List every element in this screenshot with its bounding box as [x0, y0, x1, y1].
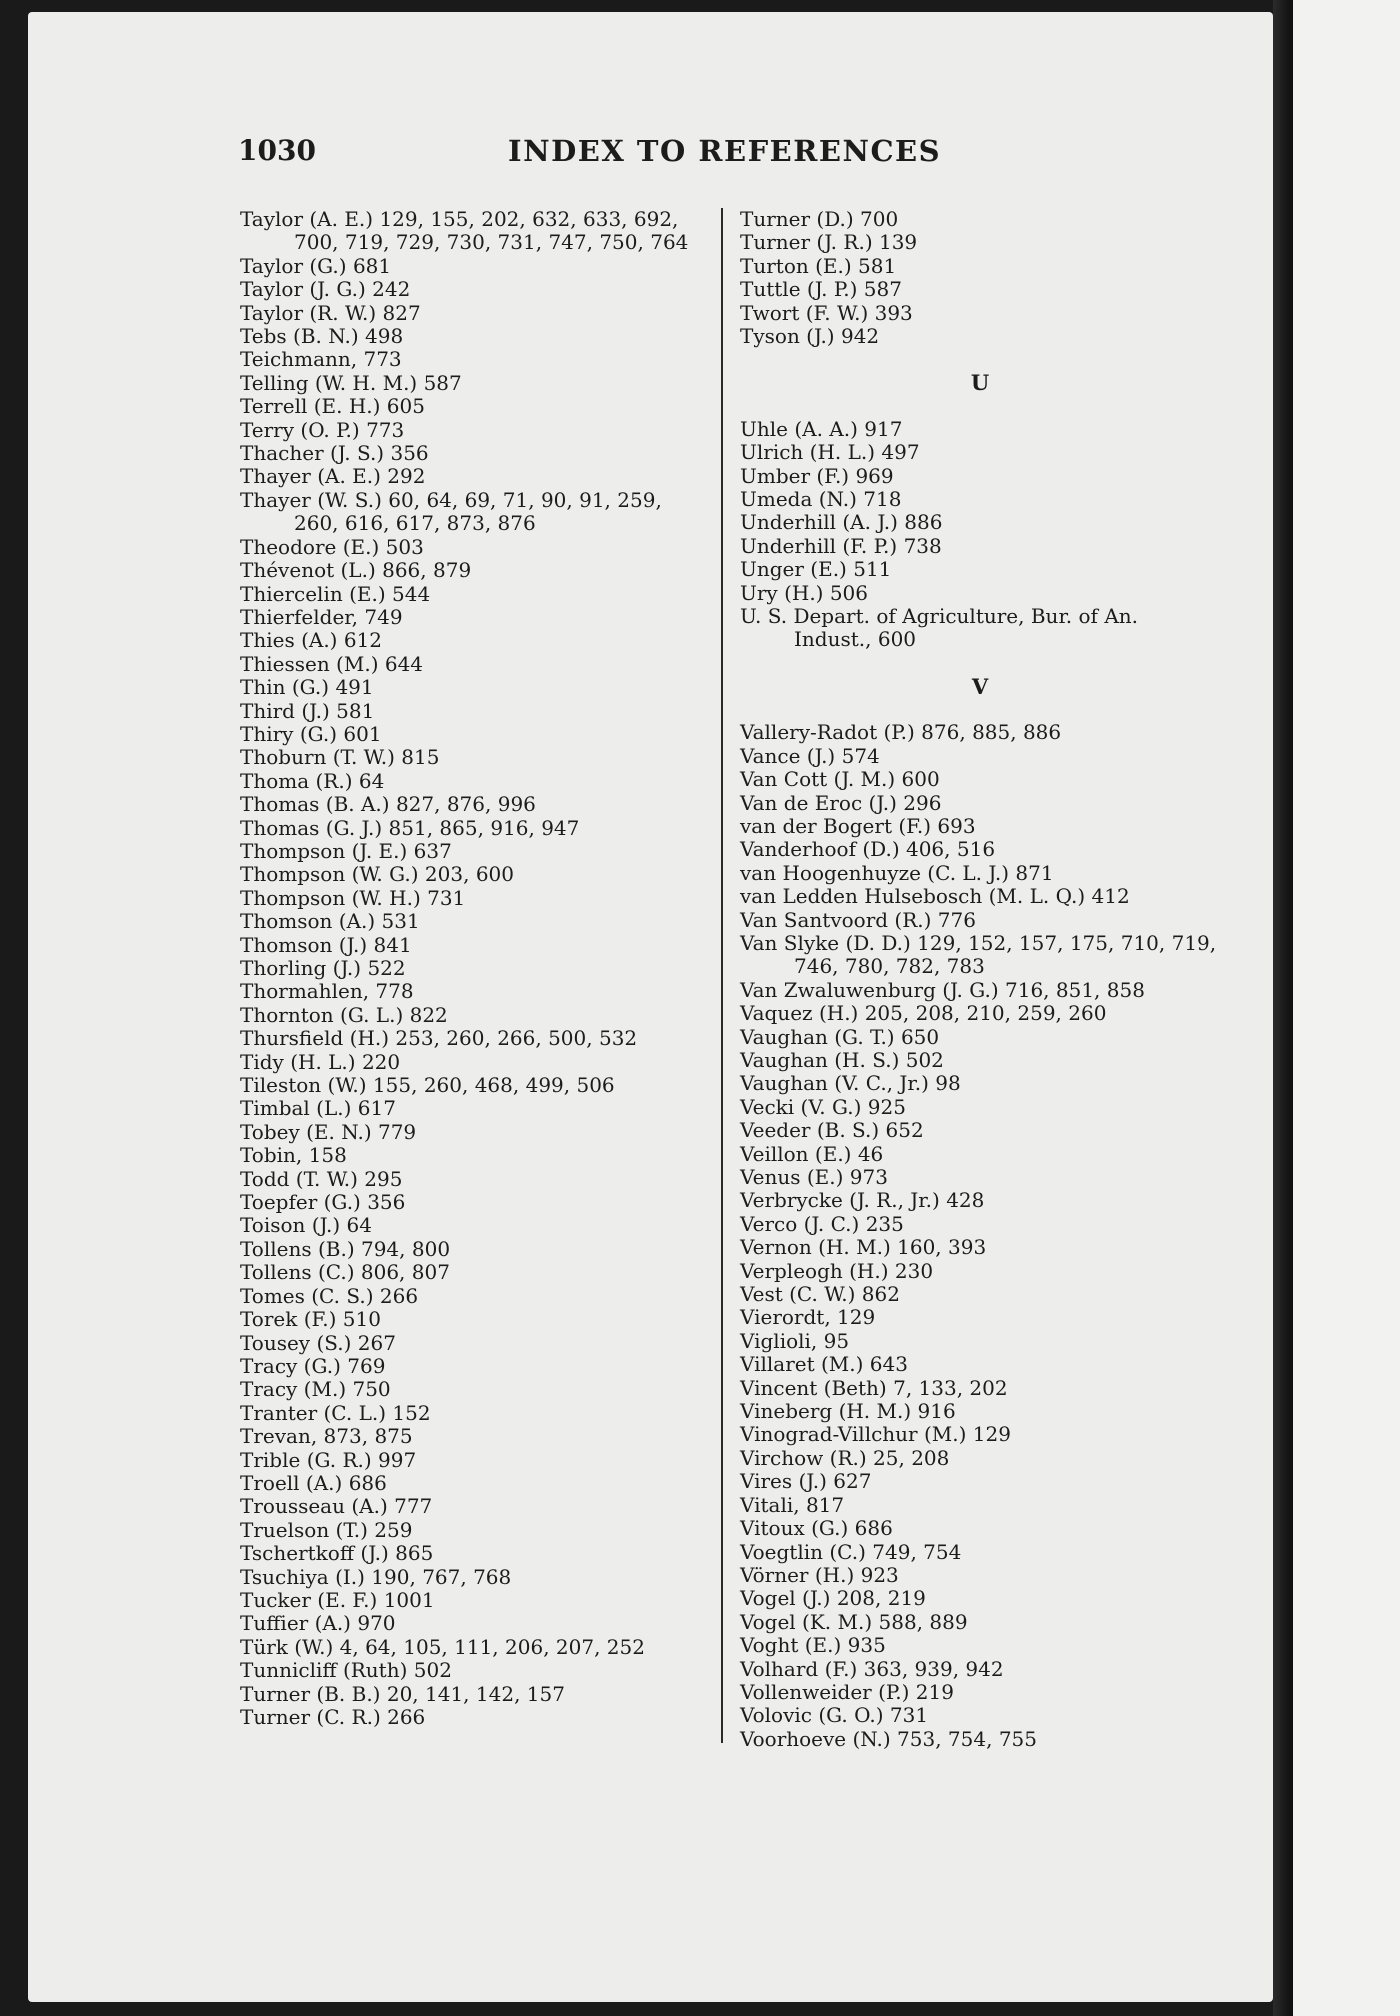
index-entry: Viglioli, 95: [740, 1328, 850, 1353]
index-entry: Turton (E.) 581: [740, 253, 897, 278]
index-entry: Vinograd-Villchur (M.) 129: [740, 1422, 1011, 1447]
index-entry: Vogel (K. M.) 588, 889: [740, 1609, 968, 1634]
index-entry: Vaquez (H.) 205, 208, 210, 259, 260: [740, 1001, 1107, 1026]
section-letter-u: U: [970, 370, 990, 396]
index-entry: Timbal (L.) 617: [240, 1096, 396, 1121]
index-entry: Tsuchiya (I.) 190, 767, 768: [240, 1564, 512, 1589]
index-entry: Verco (J. C.) 235: [740, 1211, 904, 1236]
index-entry: Vance (J.) 574: [740, 743, 880, 768]
index-entry: Vaughan (G. T.) 650: [740, 1024, 940, 1049]
index-entry: Trevan, 873, 875: [240, 1424, 413, 1449]
index-entry: Tobin, 158: [240, 1143, 347, 1168]
index-entry: Van de Eroc (J.) 296: [740, 790, 942, 815]
index-entry: Thoburn (T. W.) 815: [240, 745, 440, 770]
index-entry: Tuttle (J. P.) 587: [740, 277, 902, 302]
index-entry: Tidy (H. L.) 220: [240, 1049, 401, 1074]
index-entry: Taylor (G.) 681: [240, 253, 392, 278]
index-entry: Thévenot (L.) 866, 879: [240, 558, 472, 583]
index-entry: U. S. Depart. of Agriculture, Bur. of An. Indust., 600: [740, 604, 1138, 652]
index-entry: Turner (J. R.) 139: [740, 230, 918, 255]
index-entry: Thiessen (M.) 644: [240, 651, 424, 676]
index-entry: Umeda (N.) 718: [740, 487, 902, 512]
index-entry: Taylor (A. E.) 129, 155, 202, 632, 633, 692, 700, 719, 729, 730, 731, 747, 750, 764: [240, 207, 689, 255]
index-entry: Vaughan (V. C., Jr.) 98: [740, 1071, 961, 1096]
index-entry: Thomas (G. J.) 851, 865, 916, 947: [240, 815, 580, 840]
index-entry: Turner (B. B.) 20, 141, 142, 157: [240, 1681, 565, 1706]
index-entry: Vörner (H.) 923: [740, 1562, 899, 1587]
index-entry: Turner (C. R.) 266: [240, 1705, 426, 1729]
index-entry: Vires (J.) 627: [740, 1469, 872, 1494]
index-entry: Thayer (A. E.) 292: [240, 464, 426, 489]
index-entry: Underhill (A. J.) 886: [740, 510, 943, 535]
index-entry: Tousey (S.) 267: [240, 1330, 396, 1355]
index-entry: Thormahlen, 778: [240, 979, 414, 1004]
index-entry: Van Cott (J. M.) 600: [740, 767, 940, 792]
index-entry: Volovic (G. O.) 731: [740, 1703, 929, 1728]
index-entry: Terrell (E. H.) 605: [240, 394, 425, 419]
index-entry: Thiercelin (E.) 544: [240, 581, 431, 606]
index-entry: Tileston (W.) 155, 260, 468, 499, 506: [240, 1073, 615, 1098]
index-entry: Virchow (R.) 25, 208: [740, 1445, 950, 1470]
index-entry: Vecki (V. G.) 925: [740, 1094, 906, 1119]
index-entry: Vierordt, 129: [740, 1305, 876, 1330]
index-entry: Tranter (C. L.) 152: [240, 1400, 431, 1425]
index-entry: Vest (C. W.) 862: [740, 1282, 900, 1307]
index-entry: Underhill (F. P.) 738: [740, 533, 942, 558]
index-entry: Tschertkoff (J.) 865: [240, 1541, 434, 1566]
index-entry: Vanderhoof (D.) 406, 516: [740, 837, 996, 862]
index-entry: Trible (G. R.) 997: [240, 1447, 417, 1472]
index-entry: Tollens (B.) 794, 800: [240, 1236, 451, 1261]
t-entries-continued: [740, 208, 1220, 348]
index-entry: Tucker (E. F.) 1001: [240, 1587, 435, 1612]
u-entries: [740, 418, 1220, 652]
index-entry: Third (J.) 581: [240, 698, 375, 723]
index-entry: Thorling (J.) 522: [240, 956, 406, 980]
index-entry: Thomson (A.) 531: [240, 909, 420, 934]
index-entry: Vollenweider (P.) 219: [740, 1679, 954, 1704]
index-entry: Verbrycke (J. R., Jr.) 428: [740, 1188, 985, 1213]
page-header: [238, 134, 942, 174]
index-entry: Torek (F.) 510: [240, 1307, 381, 1332]
index-entry: Tollens (C.) 806, 807: [240, 1260, 450, 1285]
index-entry: Teichmann, 773: [240, 347, 402, 372]
index-entry: Vaughan (H. S.) 502: [740, 1047, 944, 1072]
index-entry: Tobey (E. N.) 779: [240, 1119, 417, 1144]
index-entry: Tracy (M.) 750: [240, 1377, 391, 1402]
index-entry: Toepfer (G.) 356: [240, 1190, 406, 1215]
index-entry: Thiry (G.) 601: [240, 721, 382, 746]
index-entry: Ulrich (H. L.) 497: [740, 440, 920, 465]
v-entries: [740, 721, 1220, 1751]
index-entry: Vogel (J.) 208, 219: [740, 1586, 926, 1611]
index-entry: Thoma (R.) 64: [240, 768, 385, 793]
index-entry: Thacher (J. S.) 356: [240, 441, 429, 466]
index-entry: Ury (H.) 506: [740, 580, 869, 605]
index-entry: Tuffier (A.) 970: [240, 1611, 396, 1636]
index-entry: Vitali, 817: [740, 1492, 845, 1517]
index-entry: Venus (E.) 973: [740, 1165, 888, 1189]
index-entry: Uhle (A. A.) 917: [740, 416, 903, 441]
index-entry: Vitoux (G.) 686: [740, 1516, 893, 1541]
index-entry: van der Bogert (F.) 693: [740, 813, 976, 838]
index-entry: Van Santvoord (R.) 776: [740, 907, 976, 932]
index-entry: Turner (D.) 700: [740, 207, 899, 231]
index-entry: Thursfield (H.) 253, 260, 266, 500, 532: [240, 1026, 638, 1051]
index-entry: Vincent (Beth) 7, 133, 202: [740, 1375, 1008, 1400]
index-entry: Todd (T. W.) 295: [240, 1166, 403, 1191]
index-entry: Twort (F. W.) 393: [740, 300, 913, 325]
index-column-right: [740, 208, 1220, 1751]
index-entry: Tracy (G.) 769: [240, 1353, 386, 1378]
index-entry: Thierfelder, 749: [240, 604, 403, 629]
index-entry: Veillon (E.) 46: [740, 1141, 884, 1166]
index-entry: Troell (A.) 686: [240, 1470, 387, 1495]
index-entry: Telling (W. H. M.) 587: [240, 370, 462, 395]
index-entry: Tunnicliff (Ruth) 502: [240, 1658, 452, 1683]
book-spine: [1273, 0, 1293, 2016]
index-entry: Van Zwaluwenburg (J. G.) 716, 851, 858: [740, 977, 1145, 1002]
index-entry: Thompson (J. E.) 637: [240, 838, 452, 863]
index-entry: Taylor (R. W.) 827: [240, 300, 421, 325]
index-entry: Thin (G.) 491: [240, 675, 374, 700]
index-entry: Terry (O. P.) 773: [240, 417, 405, 442]
index-entry: Taylor (J. G.) 242: [240, 277, 411, 302]
index-entry: van Hoogenhuyze (C. L. J.) 871: [740, 860, 1054, 885]
index-entry: Thornton (G. L.) 822: [240, 1002, 448, 1027]
running-title: INDEX TO REFERENCES: [508, 134, 942, 168]
index-entry: Veeder (B. S.) 652: [740, 1118, 924, 1143]
index-entry: Voght (E.) 935: [740, 1633, 886, 1658]
index-column-left: [240, 208, 710, 1729]
index-entry: van Ledden Hulsebosch (M. L. Q.) 412: [740, 884, 1130, 909]
index-entry: Villaret (M.) 643: [740, 1352, 908, 1377]
column-divider: [721, 208, 723, 1743]
index-entry: Thayer (W. S.) 60, 64, 69, 71, 90, 91, 259, 260, 616, 617, 873, 876: [240, 487, 662, 536]
index-entry: Volhard (F.) 363, 939, 942: [740, 1656, 1004, 1681]
index-entry: Thomson (J.) 841: [240, 932, 412, 957]
index-entry: Vernon (H. M.) 160, 393: [740, 1235, 987, 1260]
index-entry: Thomas (B. A.) 827, 876, 996: [240, 792, 536, 817]
index-entry: Türk (W.) 4, 64, 105, 111, 206, 207, 252: [240, 1634, 645, 1659]
index-entry: Tebs (B. N.) 498: [240, 324, 404, 349]
index-entry: Van Slyke (D. D.) 129, 152, 157, 175, 710, 719, 746, 780, 782, 783: [740, 930, 1217, 979]
index-entry: Truelson (T.) 259: [240, 1517, 413, 1542]
index-entry: Tomes (C. S.) 266: [240, 1283, 419, 1308]
index-entry: Unger (E.) 511: [740, 557, 892, 582]
index-entry: Vineberg (H. M.) 916: [740, 1399, 956, 1424]
index-entry: Umber (F.) 969: [740, 463, 894, 488]
index-entry: Trousseau (A.) 777: [240, 1494, 433, 1519]
index-entry: Theodore (E.) 503: [240, 534, 424, 559]
page-number: 1030: [238, 134, 316, 167]
index-entry: Voegtlin (C.) 749, 754: [740, 1539, 962, 1564]
facing-page-edge: [1293, 0, 1400, 2016]
index-entry: Thompson (W. G.) 203, 600: [240, 862, 514, 887]
section-letter-v: V: [971, 673, 989, 699]
index-entry: Verpleogh (H.) 230: [740, 1258, 934, 1283]
index-entry: Thompson (W. H.) 731: [240, 885, 466, 910]
index-entry: Voorhoeve (N.) 753, 754, 755: [740, 1726, 1037, 1751]
index-entry: Thies (A.) 612: [240, 628, 383, 653]
index-entry: Vallery-Radot (P.) 876, 885, 886: [740, 720, 1062, 745]
index-entry: Toison (J.) 64: [240, 1213, 373, 1238]
index-entry: Tyson (J.) 942: [740, 324, 880, 349]
